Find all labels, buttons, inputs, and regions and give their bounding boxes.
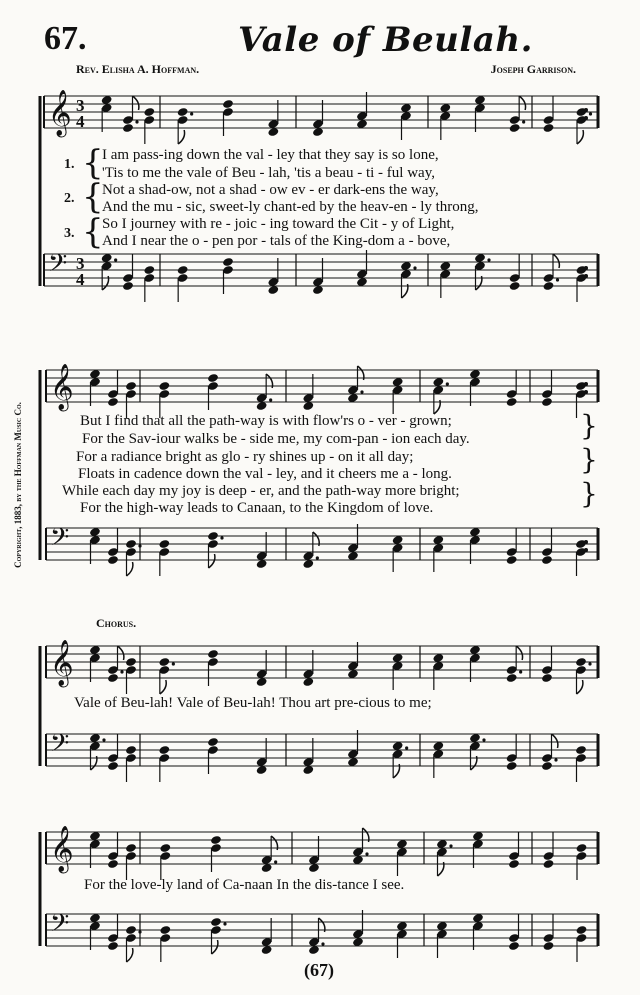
note-flag xyxy=(178,130,184,144)
page-number: (67) xyxy=(304,960,334,980)
dot xyxy=(360,390,363,393)
dot xyxy=(114,258,117,261)
dot xyxy=(223,922,226,925)
note-head xyxy=(207,649,219,659)
note-head xyxy=(177,265,189,275)
note-flag xyxy=(516,646,522,660)
note-flag xyxy=(127,562,133,576)
note-head xyxy=(508,941,520,951)
verse-number-2: 2. xyxy=(64,191,75,206)
note-head xyxy=(506,555,518,565)
closing-brace-1: } xyxy=(580,409,598,442)
note-head xyxy=(107,941,119,951)
time-signature-bottom: 4 xyxy=(76,270,85,289)
note-head xyxy=(543,859,555,869)
dot xyxy=(274,860,277,863)
dot xyxy=(269,398,272,401)
repeat-dot xyxy=(584,540,588,544)
dot xyxy=(365,852,368,855)
dot xyxy=(482,738,485,741)
note-head xyxy=(125,657,137,667)
verse-line: Floats in cadence down the val - ley, and it cheers me a - long. xyxy=(78,466,452,482)
note-head xyxy=(222,99,234,109)
note-head xyxy=(222,257,234,267)
note-head xyxy=(125,381,137,391)
dot xyxy=(120,670,123,673)
verse-line: Not a shad-ow, not a shad - ow ev - er dark-ens the way, xyxy=(102,182,439,198)
author-credit: Rev. Elisha A. Hoffman. xyxy=(76,62,200,76)
verse-line: And I near the o - pen por - tals of the King-dom a - bove, xyxy=(102,233,451,249)
note-head xyxy=(107,761,119,771)
note-head xyxy=(125,539,137,549)
dot xyxy=(413,266,416,269)
note-head xyxy=(158,539,170,549)
verse-line: While each day my joy is deep - er, and the path-way more bright; xyxy=(62,483,460,499)
dot xyxy=(554,758,557,761)
hymn-number: 67. xyxy=(44,20,87,57)
closing-brace-3: } xyxy=(580,477,598,510)
dot xyxy=(405,746,408,749)
verse-brace-2: { xyxy=(82,177,104,217)
note-head xyxy=(210,917,222,927)
verse-line: For a radiance bright as glo - ry shines up - on it all day; xyxy=(76,449,414,465)
verse-line: I am pass-ing down the val - ley that they say is so lone, xyxy=(102,147,439,163)
note-head xyxy=(543,281,555,291)
note-head xyxy=(107,673,119,683)
bass-clef: 𝄢 xyxy=(50,729,70,764)
note-head xyxy=(506,761,518,771)
repeat-dot xyxy=(584,548,588,552)
note-flag xyxy=(118,646,124,660)
note-flag xyxy=(553,254,559,268)
time-signature-top: 3 xyxy=(76,254,85,273)
bass-clef: 𝄢 xyxy=(50,909,70,944)
time-signature-top: 3 xyxy=(76,96,85,115)
treble-clef: 𝄞 xyxy=(48,90,72,136)
dot xyxy=(138,930,141,933)
note-head xyxy=(509,123,521,133)
note-head xyxy=(107,555,119,565)
verse-number-3: 3. xyxy=(64,226,75,241)
repeat-dot xyxy=(584,108,588,112)
note-flag xyxy=(577,130,583,144)
dot xyxy=(522,120,525,123)
note-head xyxy=(125,843,137,853)
chorus-line-2: For the love-ly land of Ca-naan In the dis-tance I see. xyxy=(84,877,405,893)
note-flag xyxy=(160,680,166,694)
note-head xyxy=(506,673,518,683)
note-head xyxy=(509,281,521,291)
chorus-label: Chorus. xyxy=(96,616,137,630)
note-head xyxy=(159,925,171,935)
verse-number-1: 1. xyxy=(64,157,75,172)
note-head xyxy=(207,531,219,541)
dot xyxy=(446,382,449,385)
verse-line: But I find that all the path-way is with flow'rs o - ver - grown; xyxy=(80,413,452,429)
note-flag xyxy=(133,96,139,110)
verse-line: So I journey with re - joic - ing toward the Cit - y of Light, xyxy=(102,216,455,232)
note-head xyxy=(576,925,588,935)
note-head xyxy=(122,281,134,291)
note-head xyxy=(143,107,155,117)
bass-clef: 𝄢 xyxy=(48,249,68,284)
treble-clef: 𝄞 xyxy=(50,640,74,686)
dot xyxy=(172,662,175,665)
time-signature-bottom: 4 xyxy=(76,112,85,131)
note-head xyxy=(543,941,555,951)
verse-line: 'Tis to me the vale of Beu - lah, 'tis a beau - ti - ful way, xyxy=(102,165,435,181)
note-head xyxy=(541,397,553,407)
note-flag xyxy=(127,948,133,962)
hymn-title: Vale of Beulah. xyxy=(238,20,533,60)
dot xyxy=(321,942,324,945)
note-head xyxy=(543,123,555,133)
note-flag xyxy=(209,554,215,568)
dot xyxy=(487,258,490,261)
dot xyxy=(449,844,452,847)
repeat-dot xyxy=(584,116,588,120)
note-head xyxy=(125,925,137,935)
note-head xyxy=(158,657,170,667)
dot xyxy=(556,278,559,281)
dot xyxy=(316,556,319,559)
dot xyxy=(190,112,193,115)
note-head xyxy=(158,381,170,391)
verse-line: For the high-way leads to Canaan, to the Kingdom of love. xyxy=(80,500,434,516)
copyright-notice: Copyright, 1883, by the Hoffman Music Co. xyxy=(13,402,23,568)
note-head xyxy=(541,761,553,771)
dot xyxy=(519,670,522,673)
repeat-dot xyxy=(584,390,588,394)
note-head xyxy=(125,745,137,755)
treble-clef: 𝄞 xyxy=(50,364,74,410)
verse-brace-1: { xyxy=(82,143,104,183)
bass-clef: 𝄢 xyxy=(50,523,70,558)
note-head xyxy=(159,843,171,853)
chorus-line-1: Vale of Beu-lah! Vale of Beu-lah! Thou art pre-cious to me; xyxy=(74,695,432,711)
note-head xyxy=(107,859,119,869)
note-head xyxy=(207,737,219,747)
closing-brace-2: } xyxy=(580,443,598,476)
dot xyxy=(589,112,592,115)
dot xyxy=(135,120,138,123)
dot xyxy=(588,662,591,665)
note-head xyxy=(210,835,222,845)
note-head xyxy=(107,397,119,407)
dot xyxy=(138,544,141,547)
dot xyxy=(220,536,223,539)
note-head xyxy=(575,745,587,755)
note-head xyxy=(506,397,518,407)
repeat-dot xyxy=(584,274,588,278)
note-head xyxy=(143,265,155,275)
note-flag xyxy=(519,96,525,110)
repeat-dot xyxy=(584,266,588,270)
repeat-dot xyxy=(584,382,588,386)
note-flag xyxy=(577,680,583,694)
treble-clef: 𝄞 xyxy=(50,826,74,872)
dot xyxy=(102,738,105,741)
verse-line: For the Sav-iour walks be - side me, my com-pan - ion each day. xyxy=(82,431,470,447)
note-head xyxy=(122,123,134,133)
note-head xyxy=(207,373,219,383)
note-flag xyxy=(212,940,218,954)
note-head xyxy=(508,859,520,869)
note-head xyxy=(576,843,588,853)
note-head xyxy=(541,673,553,683)
composer-credit: Joseph Garrison. xyxy=(490,62,576,76)
note-head xyxy=(177,107,189,117)
note-head xyxy=(575,657,587,667)
note-head xyxy=(158,745,170,755)
note-head xyxy=(541,555,553,565)
note-flag xyxy=(552,734,558,748)
verse-brace-3: { xyxy=(82,212,104,252)
verse-line: And the mu - sic, sweet-ly chant-ed by the heav-en - ly throng, xyxy=(102,199,479,215)
